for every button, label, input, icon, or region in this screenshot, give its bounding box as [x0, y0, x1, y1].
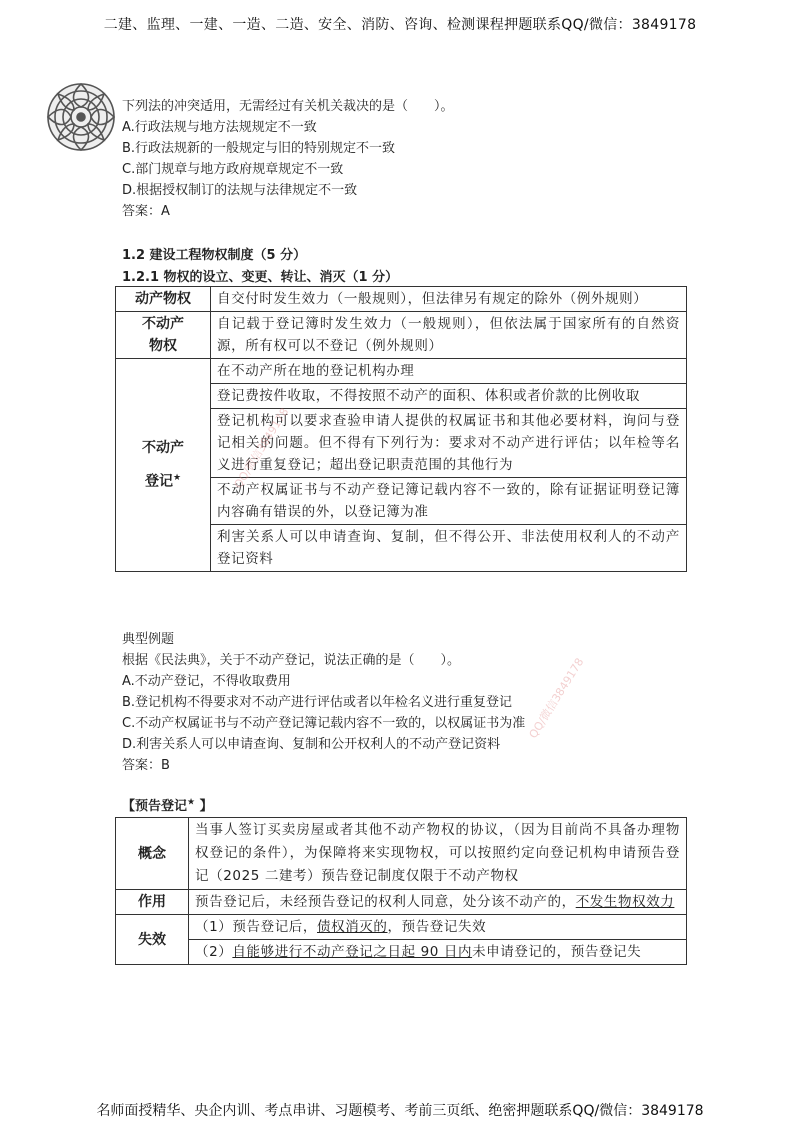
invalid-2-underlined: 自能够进行不动产登记之日起 90 日内 — [232, 944, 473, 960]
page-footer: 名师面授精华、央企内训、考点串讲、习题模考、考前三页纸、绝密押题联系QQ/微信：3849178 — [96, 1103, 704, 1119]
page-header: 二建、监理、一建、一造、二造、安全、消防、咨询、检测课程押题联系QQ/微信：3849178 — [103, 17, 697, 33]
effect-body — [189, 890, 687, 915]
prereg-title-end: 】 — [195, 799, 213, 814]
invalid-item-2 — [189, 940, 687, 965]
immovable-property-head-line1: 不动产 — [142, 316, 184, 332]
flower-logo-icon — [46, 82, 116, 152]
movable-property-head: 动产物权 — [116, 287, 211, 312]
question1-option-d: D.根据授权制订的法规与法律规定不一致 — [122, 183, 358, 198]
effect-underlined: 不发生物权效力 — [575, 894, 675, 910]
property-rights-table — [115, 286, 687, 572]
question1-answer: 答案：A — [122, 204, 170, 219]
question2-stem: 根据《民法典》，关于不动产登记，说法正确的是（ ）。 — [122, 653, 461, 668]
immovable-property-body: 自记载于登记簿时发生效力（一般规则），但依法属于国家所有的自然资源，所有权可以不登记（例外规则） — [211, 312, 687, 359]
registration-item: 登记机构可以要求查验申请人提供的权属证书和其他必要材料，询问与登记相关的问题。但不得有下列行为：要求对不动产进行评估；以年检等名义进行重复登记；超出登记职责范围的其他行为 — [211, 409, 687, 478]
watermark: QQ/微信3849178 — [231, 405, 292, 491]
invalid-1-tail: ，预告登记失效 — [387, 919, 487, 935]
effect-text: 预告登记后，未经预告登记的权利人同意，处分该不动产的， — [195, 894, 576, 910]
concept-body: 当事人签订买卖房屋或者其他不动产物权的协议，（因为目前尚不具备办理物权登记的条件），为保障将来实现物权，可以按照约定向登记机构申请预告登记（2025 二建考）预告登记制度仅限于不动产物权 — [189, 818, 687, 890]
question2-option-d: D.利害关系人可以申请查询、复制和公开权利人的不动产登记资料 — [122, 737, 501, 752]
example-label: 典型例题 — [122, 632, 175, 647]
question2-option-c: C.不动产权属证书与不动产登记簿记载内容不一致的，以权属证书为准 — [122, 716, 526, 731]
registration-head-text: 登记 — [144, 473, 173, 490]
invalid-1-text: （1）预告登记后， — [195, 919, 317, 935]
registration-item: 登记费按件收取，不得按照不动产的面积、体积或者价款的比例收取 — [211, 384, 687, 409]
question2-option-b: B.登记机构不得要求对不动产进行评估或者以年检名义进行重复登记 — [122, 695, 513, 710]
invalid-2-text: （2） — [195, 944, 233, 960]
table-row — [116, 818, 687, 890]
question2-answer: 答案：B — [122, 758, 170, 773]
prereg-title-text: 【预告登记 — [122, 799, 188, 814]
immovable-property-head — [116, 312, 211, 359]
pre-registration-table — [115, 817, 687, 965]
prereg-title — [122, 795, 213, 814]
registration-head-line2 — [122, 467, 204, 493]
registration-item: 不动产权属证书与不动产登记簿记载内容不一致的，除有证据证明登记簿内容确有错误的外，以登记簿为准 — [211, 478, 687, 525]
question1-stem: 下列法的冲突适用，无需经过有关机关裁决的是（ ）。 — [122, 99, 454, 114]
concept-head: 概念 — [116, 818, 189, 890]
question1-option-b: B.行政法规新的一般规定与旧的特别规定不一致 — [122, 141, 396, 156]
table-row — [116, 359, 687, 384]
invalid-2-tail: 未申请登记的，预告登记失 — [472, 944, 642, 960]
invalid-item-1 — [189, 915, 687, 940]
table-row — [116, 940, 687, 965]
immovable-property-head-line2: 物权 — [149, 338, 177, 354]
movable-property-body: 自交付时发生效力（一般规则），但法律另有规定的除外（例外规则） — [211, 287, 687, 312]
star-icon: ★ — [172, 473, 182, 484]
registration-head — [116, 359, 211, 572]
invalid-head: 失效 — [116, 915, 189, 965]
registration-item: 利害关系人可以申请查询、复制，但不得公开、非法使用权利人的不动产登记资料 — [211, 525, 687, 572]
section-subtitle: 1.2.1 物权的设立、变更、转让、消灭（1 分） — [122, 270, 399, 285]
star-icon: ★ — [187, 797, 196, 808]
question1-option-c: C.部门规章与地方政府规章规定不一致 — [122, 162, 344, 177]
question1-option-a: A.行政法规与地方法规规定不一致 — [122, 120, 317, 135]
effect-head: 作用 — [116, 890, 189, 915]
table-row — [116, 312, 687, 359]
section-title: 1.2 建设工程物权制度（5 分） — [122, 248, 307, 263]
question2-option-a: A.不动产登记，不得收取费用 — [122, 674, 291, 689]
table-row — [116, 287, 687, 312]
table-row — [116, 890, 687, 915]
invalid-1-underlined: 债权消灭的 — [317, 919, 388, 935]
registration-head-line1: 不动产 — [142, 440, 184, 457]
registration-item: 在不动产所在地的登记机构办理 — [211, 359, 687, 384]
watermark: QQ/微信3849178 — [526, 655, 587, 741]
table-row — [116, 915, 687, 940]
